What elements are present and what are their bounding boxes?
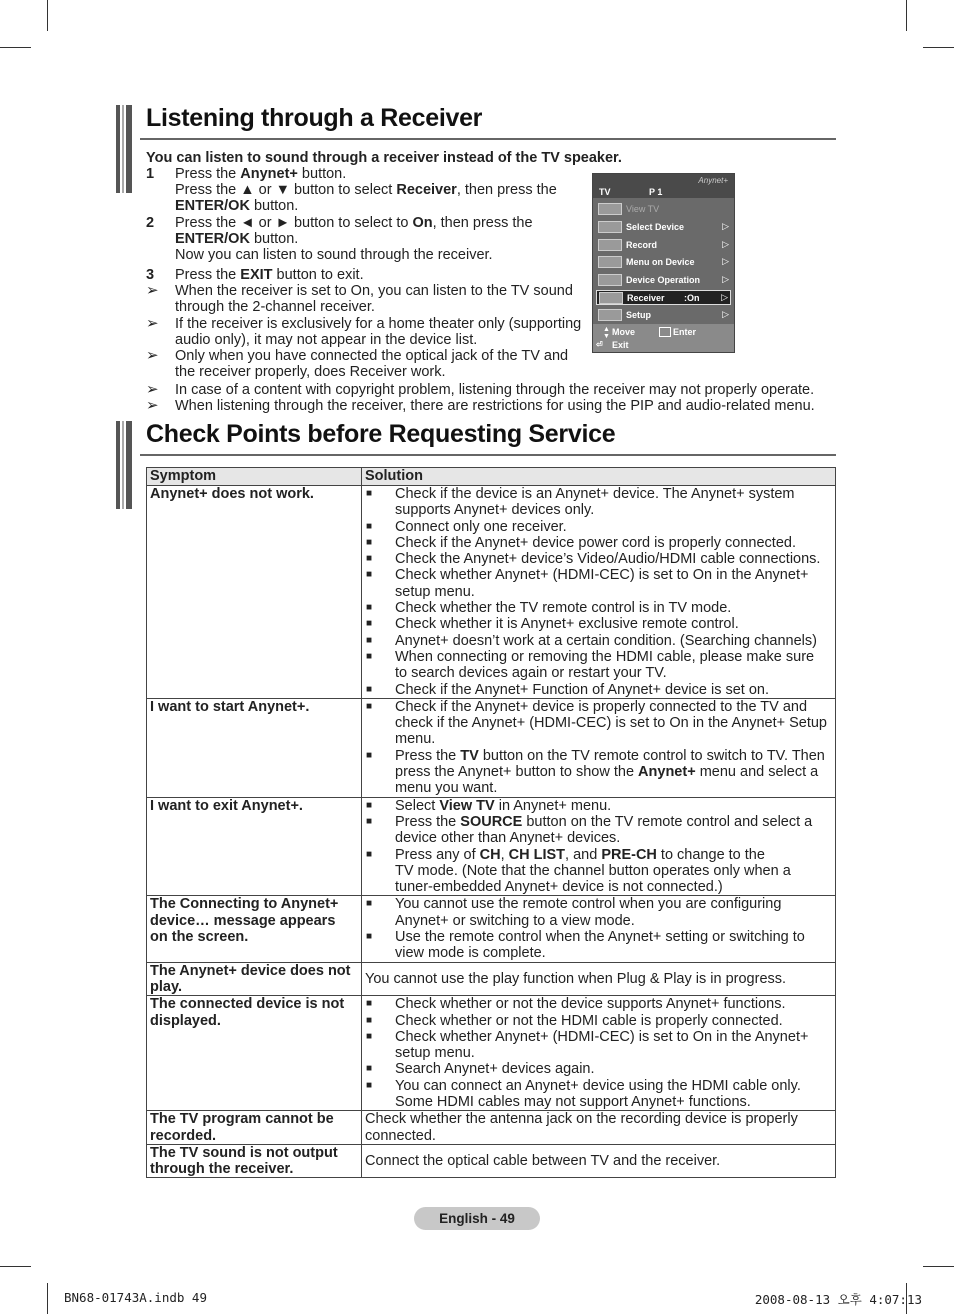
section-heading: Listening through a Receiver — [146, 104, 483, 132]
text-run: Check if the Anynet+ device is properly connected to the TV and — [395, 698, 808, 715]
bullet-line — [395, 649, 832, 665]
bullet-square-icon: ■ — [366, 848, 373, 860]
text-run: TV — [460, 747, 479, 764]
menu-item-label: Setup — [626, 309, 652, 320]
solution-cell — [362, 1144, 836, 1178]
text-run: You cannot use the remote control when you are configuring — [395, 896, 782, 913]
text-run: in Anynet+ menu. — [494, 797, 612, 814]
bullet-square-icon: ■ — [366, 898, 373, 910]
anynet-menu-screenshot — [592, 173, 735, 353]
bullet-text — [395, 649, 832, 682]
bullet-square-icon: ■ — [366, 815, 373, 827]
page-number: English - 49 — [414, 1207, 540, 1230]
bullet-square-icon: ■ — [366, 700, 373, 712]
bullet-line — [395, 1029, 832, 1045]
bullet-line — [395, 699, 832, 715]
text-run: View TV — [439, 797, 495, 814]
bullet-line — [395, 486, 832, 502]
menu-item — [596, 273, 731, 288]
bullet-square-icon: ■ — [366, 799, 373, 811]
menu-item-label: Receiver — [627, 293, 665, 303]
step-line — [175, 247, 493, 263]
heading-rule — [140, 454, 836, 456]
table-row — [147, 962, 836, 996]
bullet-line — [395, 1013, 832, 1029]
chevron-right-icon: ▷ — [722, 308, 729, 319]
menu-item-icon — [598, 221, 622, 233]
text-run: button. — [297, 166, 347, 182]
step-line — [175, 166, 346, 182]
text-run: Some HDMI cables may not support Anynet+ functions. — [395, 1093, 751, 1110]
solution-bullet — [365, 519, 832, 535]
step-line — [175, 231, 298, 247]
text-run: Check if the Anynet+ device power cord is properly connected. — [395, 534, 796, 551]
solution-bullet — [365, 1029, 832, 1062]
menu-item-icon — [598, 274, 622, 286]
menu-move-label: Move — [612, 327, 636, 337]
bullet-text — [395, 519, 832, 535]
chevron-right-icon: ▷ — [722, 221, 729, 231]
bullet-line — [395, 780, 832, 796]
text-run: menu. — [395, 731, 436, 748]
bullet-line — [395, 1045, 832, 1061]
crop-mark — [0, 47, 31, 48]
symptom-cell — [147, 486, 362, 699]
crop-mark — [923, 1266, 954, 1267]
troubleshooting-table — [146, 467, 836, 1178]
text-run: Check whether or not the device supports Anynet+ functions. — [395, 996, 786, 1013]
solution-bullet — [365, 551, 832, 567]
bullet-line — [395, 896, 832, 912]
bullet-line — [395, 764, 832, 780]
chevron-right-icon: ▷ — [721, 292, 728, 302]
bullet-line — [395, 863, 832, 879]
text-run: Receiver — [396, 182, 457, 198]
menu-item-icon — [598, 239, 622, 251]
symptom-line: recorded. — [150, 1127, 217, 1144]
menu-footer — [593, 324, 734, 352]
bullet-text — [395, 616, 832, 632]
menu-enter-label: Enter — [673, 327, 697, 337]
menu-item — [596, 220, 731, 235]
text-run: Anynet+ — [638, 764, 696, 781]
menu-item — [596, 238, 731, 253]
solution-bullet — [365, 486, 832, 519]
bullet-text — [395, 929, 832, 962]
text-run: When connecting or removing the HDMI cable, please make sure — [395, 648, 815, 665]
bullet-square-icon: ■ — [366, 569, 373, 581]
bullet-line — [395, 633, 832, 649]
table-row — [147, 486, 836, 699]
text-run: press the Anynet+ button to show the — [395, 764, 639, 781]
symptom-line: The Connecting to Anynet+ — [150, 896, 339, 913]
bullet-text — [395, 1061, 832, 1077]
text-run: Check whether or not the HDMI cable is properly connected. — [395, 1012, 783, 1029]
menu-item-label: Menu on Device — [626, 257, 695, 267]
step-number: 2 — [146, 215, 155, 231]
crop-mark — [923, 47, 954, 48]
symptom-cell — [147, 896, 362, 962]
bullet-square-icon: ■ — [366, 1079, 373, 1091]
text-run: Check whether Anynet+ (HDMI-CEC) is set to On in the Anynet+ — [395, 1028, 809, 1045]
menu-item — [596, 308, 731, 323]
bullet-text — [395, 847, 832, 896]
note-line: In case of a content with copyright problem, listening through the receiver may not properly operate. — [175, 382, 815, 398]
text-run: setup menu. — [395, 1045, 475, 1062]
bullet-text — [395, 896, 832, 929]
bullet-square-icon: ■ — [366, 553, 373, 565]
solution-cell — [362, 698, 836, 797]
text-run: setup menu. — [395, 583, 475, 600]
text-run: Connect only one receiver. — [395, 518, 567, 535]
menu-item-label: Device Operation — [626, 274, 701, 285]
menu-item-label: Select Device — [626, 222, 685, 232]
chevron-right-icon: ▷ — [722, 273, 729, 284]
note-arrow-icon: ➢ — [146, 347, 159, 364]
note-line: Only when you have connected the optical jack of the TV and — [175, 348, 569, 364]
section-bar — [122, 105, 124, 193]
text-run: Anynet+ or switching to a view mode. — [395, 912, 635, 929]
solution-bullet — [365, 567, 832, 600]
text-run: button. — [249, 231, 299, 247]
text-run: check if the Anynet+ (HDMI-CEC) is set to On in the Anynet+ Setup — [395, 715, 827, 732]
bullet-text — [395, 682, 832, 698]
text-run: menu you want. — [395, 780, 498, 797]
bullet-square-icon: ■ — [366, 1030, 373, 1042]
bullet-text — [395, 567, 832, 600]
bullet-line — [395, 847, 832, 863]
bullet-text — [395, 1078, 832, 1111]
text-run: Press the ◄ or ► button to select to — [175, 215, 413, 231]
section-bar — [116, 421, 120, 509]
solution-cell — [362, 996, 836, 1111]
bullet-line — [395, 665, 832, 681]
text-run: menu and select a — [695, 764, 819, 781]
solution-bullet — [365, 996, 832, 1012]
text-run: supports Anynet+ devices only. — [395, 502, 595, 519]
solution-cell — [362, 797, 836, 896]
bullet-line — [395, 535, 832, 551]
note-line: audio only), it may not appear in the device list. — [175, 332, 478, 348]
bullet-text — [395, 1029, 832, 1062]
bullet-square-icon: ■ — [366, 520, 373, 532]
note-arrow-icon: ➢ — [146, 315, 159, 332]
solution-cell — [362, 896, 836, 962]
section-bar — [116, 105, 120, 193]
step-line — [175, 198, 298, 214]
text-run: CH LIST — [508, 846, 566, 863]
text-run: ENTER/OK — [175, 198, 250, 214]
solution-bullet — [365, 1013, 832, 1029]
solution-cell — [362, 962, 836, 996]
note-line: If the receiver is exclusively for a home theater only (supporting — [175, 316, 582, 332]
solution-line: You cannot use the play function when Plug & Play is in progress. — [365, 970, 787, 987]
note-line: the receiver properly, does Receiver work. — [175, 364, 446, 380]
bullet-line — [395, 600, 832, 616]
section-heading: Check Points before Requesting Service — [146, 420, 616, 448]
table-row — [147, 996, 836, 1111]
menu-item-value: :On — [684, 293, 700, 303]
chevron-right-icon: ▷ — [722, 256, 729, 266]
text-run: Check if the Anynet+ Function of Anynet+ device is set on. — [395, 681, 770, 698]
solution-cell — [362, 1111, 836, 1145]
table-row — [147, 896, 836, 962]
solution-bullet — [365, 633, 832, 649]
solution-bullet — [365, 929, 832, 962]
bullet-line — [395, 567, 832, 583]
symptom-cell — [147, 797, 362, 896]
text-run: button on the TV remote control and select a — [522, 813, 813, 830]
text-run: Check whether it is Anynet+ exclusive remote control. — [395, 616, 739, 633]
bullet-line — [395, 929, 832, 945]
solution-bullet — [365, 1061, 832, 1077]
text-run: Press the — [175, 166, 241, 182]
bullet-line — [395, 798, 832, 814]
symptom-line: I want to start Anynet+. — [150, 698, 310, 715]
text-run: SOURCE — [460, 813, 523, 830]
bullet-square-icon: ■ — [366, 602, 373, 614]
imprint-file: BN68-01743A.indb 49 — [64, 1290, 207, 1305]
text-run: button to exit. — [272, 267, 364, 283]
bullet-line — [395, 551, 832, 567]
solution-line: Connect the optical cable between TV and the receiver. — [365, 1153, 721, 1170]
symptom-cell — [147, 1144, 362, 1178]
text-run: Press the ▲ or ▼ button to select — [175, 182, 397, 198]
bullet-text — [395, 600, 832, 616]
text-run: EXIT — [240, 267, 273, 283]
solution-cell — [362, 486, 836, 699]
bullet-square-icon: ■ — [366, 618, 373, 630]
col-symptom: Symptom — [147, 468, 362, 486]
note-line: through the 2-channel receiver. — [175, 299, 375, 315]
text-run: , and — [565, 846, 602, 863]
solution-bullet — [365, 649, 832, 682]
bullet-line — [395, 748, 832, 764]
exit-icon: ⏎ — [596, 340, 603, 349]
heading-rule — [140, 138, 836, 140]
chevron-right-icon: ▷ — [722, 238, 729, 249]
text-run: button. — [249, 198, 299, 214]
menu-tv-label: TV — [599, 187, 611, 197]
bullet-line — [395, 584, 832, 600]
solution-bullet — [365, 535, 832, 551]
solution-bullet — [365, 600, 832, 616]
table-row — [147, 1111, 836, 1145]
table-header-row — [147, 468, 836, 486]
text-run: Anynet+ — [240, 166, 298, 182]
symptom-line: The TV sound is not output — [150, 1144, 338, 1161]
solution-bullet — [365, 699, 832, 748]
symptom-cell — [147, 1111, 362, 1145]
text-run: Press the — [175, 267, 241, 283]
solution-bullet — [365, 616, 832, 632]
bullet-line — [395, 830, 832, 846]
menu-item — [596, 290, 731, 305]
table-row — [147, 698, 836, 797]
enter-icon — [659, 327, 671, 337]
bullet-text — [395, 814, 832, 847]
text-run: Check whether Anynet+ (HDMI-CEC) is set to On in the Anynet+ — [395, 567, 809, 584]
text-run: to search devices again or restart your TV. — [395, 665, 667, 682]
bullet-text — [395, 699, 832, 748]
bullet-square-icon: ■ — [366, 650, 373, 662]
text-run: Anynet+ doesn’t work at a certain condition. (Searching channels) — [395, 632, 817, 649]
text-run: Press any of — [395, 846, 480, 863]
bullet-line — [395, 814, 832, 830]
menu-title-bar — [593, 174, 734, 198]
text-run: PRE-CH — [601, 846, 657, 863]
bullet-square-icon: ■ — [366, 488, 373, 499]
text-run: , then press the — [456, 182, 557, 198]
text-run: Check the Anynet+ device’s Video/Audio/HDMI cable connections. — [395, 551, 821, 568]
bullet-line — [395, 519, 832, 535]
symptom-line: The Anynet+ device does not — [150, 962, 351, 979]
bullet-text — [395, 633, 832, 649]
crop-mark — [47, 0, 48, 31]
symptom-line: displayed. — [150, 1012, 221, 1029]
symptom-line: play. — [150, 978, 182, 995]
note-arrow-icon: ➢ — [146, 381, 159, 398]
crop-mark — [0, 1266, 31, 1267]
bullet-square-icon: ■ — [366, 749, 373, 761]
solution-line: Check whether the antenna jack on the recording device is properly — [365, 1111, 798, 1128]
text-run: tuner-embedded Anynet+ device is not connected.) — [395, 879, 723, 896]
text-run: Press the — [395, 813, 461, 830]
text-run: On — [412, 215, 433, 231]
note-arrow-icon: ➢ — [146, 397, 159, 414]
step-line — [175, 182, 557, 198]
symptom-line: on the screen. — [150, 929, 249, 946]
solution-bullet — [365, 748, 832, 797]
solution-bullet — [365, 847, 832, 896]
symptom-cell — [147, 996, 362, 1111]
section-bar — [126, 421, 132, 509]
text-run: CH — [479, 846, 501, 863]
text-run: Select — [395, 797, 440, 814]
bullet-line — [395, 913, 832, 929]
text-run: Check if the device is an Anynet+ device. The Anynet+ system — [395, 486, 795, 502]
solution-line: connected. — [365, 1127, 436, 1144]
text-run: Check whether the TV remote control is in TV mode. — [395, 600, 732, 617]
crop-mark — [47, 1283, 48, 1314]
bullet-line — [395, 1094, 832, 1110]
bullet-text — [395, 798, 832, 814]
text-run: Now you can listen to sound through the receiver. — [175, 247, 493, 263]
table-row — [147, 797, 836, 896]
text-run: to change to the — [656, 846, 765, 863]
bullet-line — [395, 731, 832, 747]
move-icon: ▲ ▼ — [603, 326, 610, 340]
text-run: device other than Anynet+ devices. — [395, 830, 621, 847]
bullet-line — [395, 715, 832, 731]
solution-bullet — [365, 1078, 832, 1111]
symptom-cell — [147, 962, 362, 996]
bullet-square-icon: ■ — [366, 536, 373, 548]
text-run: Use the remote control when the Anynet+ setting or switching to — [395, 929, 805, 946]
text-run: TV mode. (Note that the channel button operates only when a — [395, 862, 791, 879]
solution-bullet — [365, 814, 832, 847]
menu-item-icon — [598, 309, 622, 321]
section-bar — [122, 421, 124, 509]
menu-item-label: Record — [626, 239, 658, 250]
solution-bullet — [365, 798, 832, 814]
menu-channel-label: P 1 — [649, 187, 663, 197]
step-number: 1 — [146, 166, 155, 182]
bullet-text — [395, 996, 832, 1012]
menu-item — [596, 255, 731, 270]
bullet-line — [395, 616, 832, 632]
menu-item-view-tv: View TV — [596, 202, 731, 217]
symptom-line: Anynet+ does not work. — [150, 486, 314, 502]
note-arrow-icon: ➢ — [146, 282, 159, 299]
solution-bullet — [365, 682, 832, 698]
text-run: Search Anynet+ devices again. — [395, 1061, 595, 1078]
menu-exit-label: Exit — [612, 340, 629, 350]
text-run: Press the — [395, 747, 461, 764]
step-line — [175, 215, 533, 231]
symptom-line: I want to exit Anynet+. — [150, 797, 303, 814]
text-run: view mode is complete. — [395, 945, 546, 962]
symptom-line: through the receiver. — [150, 1161, 294, 1178]
bullet-line — [395, 996, 832, 1012]
bullet-line — [395, 502, 832, 518]
bullet-square-icon: ■ — [366, 1063, 373, 1075]
bullet-square-icon: ■ — [366, 998, 373, 1010]
symptom-cell — [147, 698, 362, 797]
menu-item-icon — [598, 256, 622, 268]
step-number: 3 — [146, 267, 155, 283]
bullet-square-icon: ■ — [366, 1014, 373, 1026]
col-solution: Solution — [362, 468, 836, 486]
bullet-text — [395, 551, 832, 567]
menu-item-icon — [599, 292, 623, 304]
bullet-text — [395, 748, 832, 797]
note-line: When listening through the receiver, there are restrictions for using the PIP and audio-related menu. — [175, 398, 815, 414]
text-run: You can connect an Anynet+ device using the HDMI cable only. — [395, 1077, 801, 1094]
text-run: , then press the — [432, 215, 533, 231]
symptom-line: The TV program cannot be — [150, 1111, 334, 1128]
bullet-line — [395, 1061, 832, 1077]
bullet-square-icon: ■ — [366, 683, 373, 695]
bullet-line — [395, 682, 832, 698]
text-run: , — [500, 846, 509, 863]
text-run: button on the TV remote control to switch to TV. Then — [478, 747, 825, 764]
bullet-text — [395, 486, 832, 519]
bullet-square-icon: ■ — [366, 931, 373, 943]
solution-bullet — [365, 896, 832, 929]
text-run: ENTER/OK — [175, 231, 250, 247]
imprint-date: 2008-08-13 오후 4:07:13 — [754, 1292, 922, 1307]
anynet-logo: Anynet+ — [698, 176, 728, 185]
bullet-line — [395, 945, 832, 961]
intro-text: You can listen to sound through a receiver instead of the TV speaker. — [146, 150, 622, 166]
note-line: When the receiver is set to On, you can listen to the TV sound — [175, 283, 573, 299]
bullet-line — [395, 1078, 832, 1094]
bullet-text — [395, 535, 832, 551]
symptom-line: device… message appears — [150, 912, 336, 929]
section-bar — [126, 105, 132, 193]
symptom-line: The connected device is not — [150, 996, 345, 1013]
bullet-line — [395, 879, 832, 895]
step-line — [175, 267, 364, 283]
tv-icon — [598, 203, 622, 215]
bullet-square-icon: ■ — [366, 634, 373, 646]
table-row — [147, 1144, 836, 1178]
bullet-text — [395, 1013, 832, 1029]
crop-mark — [906, 0, 907, 31]
